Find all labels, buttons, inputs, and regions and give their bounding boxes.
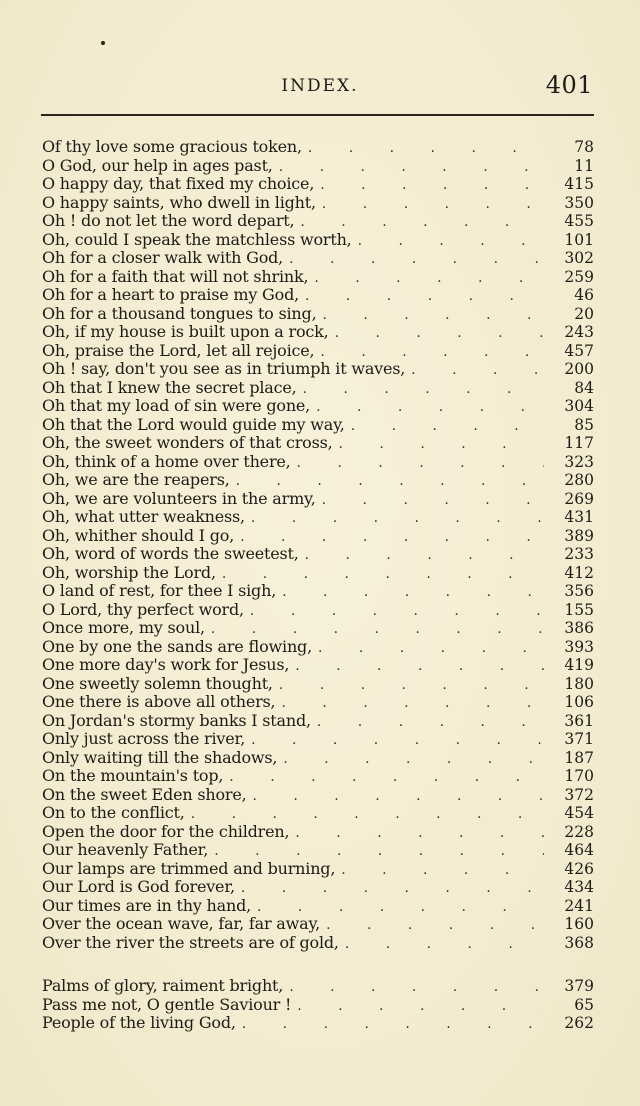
dot-leader [295,824,544,843]
hymn-title: Palms of glory, raiment bright, [42,976,284,995]
index-list-o [42,138,594,952]
dot-leader [283,750,544,769]
dot-leader [214,842,544,861]
hymn-number: 170 [564,767,594,785]
dot-leader [279,158,544,177]
hymn-title: Oh for a thousand tongues to sing, [42,303,317,323]
index-entry [42,194,594,213]
hymn-number: 46 [574,286,594,304]
hymn-number: 323 [564,452,594,471]
hymn-number: 243 [564,323,594,341]
index-entry [42,212,594,231]
hymn-title: Oh for a closer walk with God, [42,248,284,267]
hymn-title: On the sweet Eden shore, [42,784,247,804]
hymn-title: Oh for a heart to praise my God, [42,285,299,304]
dot-leader [305,287,544,306]
dot-leader [351,417,544,436]
dot-leader [316,398,544,417]
index-entry [42,323,594,342]
dot-leader [297,454,544,473]
dot-leader [191,805,544,824]
index-entry [42,638,594,657]
hymn-title: One by one the sands are flowing, [42,636,312,656]
hymn-title: On to the conflict, [42,803,185,822]
hymn-title: Oh that the Lord would guide my way, [42,414,345,434]
hymn-title: O land of rest, for thee I sigh, [42,581,277,600]
dot-leader [281,694,544,713]
dot-leader [341,861,544,880]
hymn-number: 259 [564,267,594,286]
hymn-title: O happy saints, who dwell in light, [42,192,316,212]
index-entry [42,878,594,897]
hymn-number: 415 [564,175,594,193]
dot-leader [295,657,544,676]
index-entry [42,749,594,768]
hymn-title: O God, our help in ages past, [42,155,273,175]
index-entry [42,305,594,324]
hymn-number: 412 [564,563,594,582]
dot-leader [253,787,545,806]
index-entry [42,730,594,749]
index-entry [42,231,594,250]
hymn-title: One sweetly solemn thought, [42,673,273,693]
page-title: INDEX. [281,76,359,96]
dot-leader [300,213,544,232]
dot-leader [289,250,544,269]
index-entry [42,157,594,176]
hymn-title: On the mountain's top, [42,766,224,785]
dot-leader [318,639,544,658]
hymn-number: 371 [564,730,594,748]
hymn-title: Oh, word of words the sweetest, [42,544,299,563]
hymn-title: Oh, worship the Lord, [42,562,216,582]
index-entry [42,977,594,996]
index-entry [42,786,594,805]
hymn-number: 106 [564,693,594,711]
index-entry [42,915,594,934]
hymn-title: Our Lord is God forever, [42,877,235,896]
dot-leader [326,916,544,935]
index-entry [42,897,594,916]
hymn-number: 78 [574,138,594,156]
dot-leader [251,731,544,750]
hymn-number: 241 [564,896,594,915]
hymn-title: Oh for a faith that will not shrink, [42,266,309,286]
hymn-title: O Lord, thy perfect word, [42,599,244,619]
index-entry [42,804,594,823]
index-entry [42,453,594,472]
hymn-title: Oh, could I speak the matchless worth, [42,229,352,249]
index-entry [42,675,594,694]
hymn-title: Oh, what utter weakness, [42,507,245,526]
hymn-title: O happy day, that fixed my choice, [42,174,315,193]
hymn-title: People of the living God, [42,1013,236,1032]
dot-leader [320,176,544,195]
hymn-title: Of thy love some gracious token, [42,137,302,156]
hymn-number: 117 [564,434,594,452]
dot-leader [229,768,544,787]
index-entry [42,841,594,860]
dot-leader [289,978,544,997]
dot-leader [251,509,544,528]
index-entry [42,582,594,601]
hymn-number: 187 [564,748,594,767]
dot-leader [335,324,544,343]
index-entry [42,693,594,712]
dot-leader [282,583,544,602]
index-entry [42,934,594,953]
dot-leader [308,139,544,158]
index-entry [42,712,594,731]
dot-leader [322,491,544,510]
hymn-number: 160 [564,915,594,933]
index-entry [42,601,594,620]
hymn-number: 11 [574,156,594,175]
index-entry [42,268,594,287]
dot-leader [241,879,544,898]
hymn-number: 361 [564,711,594,730]
hymn-number: 431 [564,508,594,526]
hymn-title: Oh, the sweet wonders of that cross, [42,433,333,452]
hymn-number: 457 [564,341,594,360]
hymn-title: Over the ocean wave, far, far away, [42,914,321,933]
hymn-title: Oh, praise the Lord, let all rejoice, [42,340,315,360]
index-entry [42,286,594,305]
hymn-number: 262 [564,1014,594,1032]
hymn-number: 85 [574,415,594,434]
dot-leader [297,997,544,1016]
dot-leader [358,232,544,251]
index-list-p [42,977,594,1033]
hymn-number: 434 [564,878,594,896]
index-entry [42,397,594,416]
index-entry [42,379,594,398]
hymn-title: Our heavenly Father, [42,840,209,859]
hymn-number: 350 [564,193,594,212]
hymn-number: 393 [564,637,594,656]
index-entry [42,527,594,546]
hymn-title: Oh ! do not let the word depart, [42,211,295,230]
dot-leader [317,713,544,732]
hymn-title: Oh, if my house is built upon a rock, [42,322,329,341]
ink-speck [101,41,105,45]
index-entry [42,823,594,842]
hymn-number: 84 [574,378,594,397]
index-entry [42,1014,594,1033]
hymn-number: 356 [564,582,594,600]
hymn-number: 419 [564,656,594,674]
hymn-title: Pass me not, O gentle Saviour ! [42,994,292,1014]
hymn-title: Oh that my load of sin were gone, [42,396,311,415]
hymn-number: 302 [564,249,594,267]
index-entry [42,471,594,490]
index-entry [42,434,594,453]
hymn-title: Open the door for the children, [42,821,290,841]
hymn-number: 180 [564,674,594,693]
hymn-number: 200 [564,360,594,378]
dot-leader [236,472,544,491]
hymn-number: 454 [564,804,594,822]
hymn-number: 155 [564,600,594,619]
dot-leader [314,269,544,288]
index-entry [42,175,594,194]
dot-leader [322,306,544,325]
dot-leader [411,361,544,380]
dot-leader [211,620,544,639]
hymn-number: 280 [564,471,594,489]
dot-leader [250,602,544,621]
index-entry [42,342,594,361]
index-entry [42,545,594,564]
index-entry [42,249,594,268]
index-entry [42,996,594,1015]
hymn-number: 386 [564,619,594,637]
hymn-number: 455 [564,212,594,230]
dot-leader [303,380,544,399]
hymn-title: Oh ! say, don't you see as in triumph it waves, [42,359,406,378]
hymn-title: On Jordan's stormy banks I stand, [42,710,311,730]
hymn-number: 368 [564,933,594,952]
header-rule [41,114,594,116]
hymn-number: 304 [564,397,594,415]
index-entry [42,138,594,157]
hymn-number: 101 [564,230,594,249]
dot-leader [322,195,544,214]
hymn-number: 228 [564,822,594,841]
hymn-number: 269 [564,489,594,508]
hymn-title: Over the river the streets are of gold, [42,932,339,952]
hymn-number: 389 [564,526,594,545]
dot-leader [345,935,544,954]
index-entry [42,564,594,583]
hymn-title: Oh, we are volunteers in the army, [42,488,316,508]
index-entry [42,416,594,435]
hymn-number: 379 [564,977,594,995]
index-entry [42,656,594,675]
hymn-number: 372 [564,785,594,804]
hymn-number: 233 [564,545,594,563]
index-entry [42,767,594,786]
dot-leader [339,435,544,454]
hymn-number: 65 [574,995,594,1014]
hymn-number: 426 [564,859,594,878]
hymn-title: Once more, my soul, [42,618,205,637]
hymn-title: Oh that I knew the secret place, [42,377,297,397]
hymn-title: One there is above all others, [42,692,276,711]
hymn-title: Oh, think of a home over there, [42,451,291,471]
index-entry [42,490,594,509]
index-entry [42,860,594,879]
hymn-number: 20 [574,304,594,323]
hymn-title: One more day's work for Jesus, [42,655,290,674]
hymn-number: 464 [564,841,594,859]
hymn-title: Only just across the river, [42,729,246,748]
index-entry [42,360,594,379]
index-entry [42,619,594,638]
hymn-title: Our times are in thy hand, [42,895,252,915]
hymn-title: Our lamps are trimmed and burning, [42,858,336,878]
hymn-title: Oh, we are the reapers, [42,470,230,489]
hymn-title: Oh, whither should I go, [42,525,235,545]
index-entry [42,508,594,527]
dot-leader [305,546,544,565]
page-number: 401 [545,71,593,99]
dot-leader [242,1015,544,1034]
dot-leader [279,676,544,695]
hymn-title: Only waiting till the shadows, [42,747,278,767]
